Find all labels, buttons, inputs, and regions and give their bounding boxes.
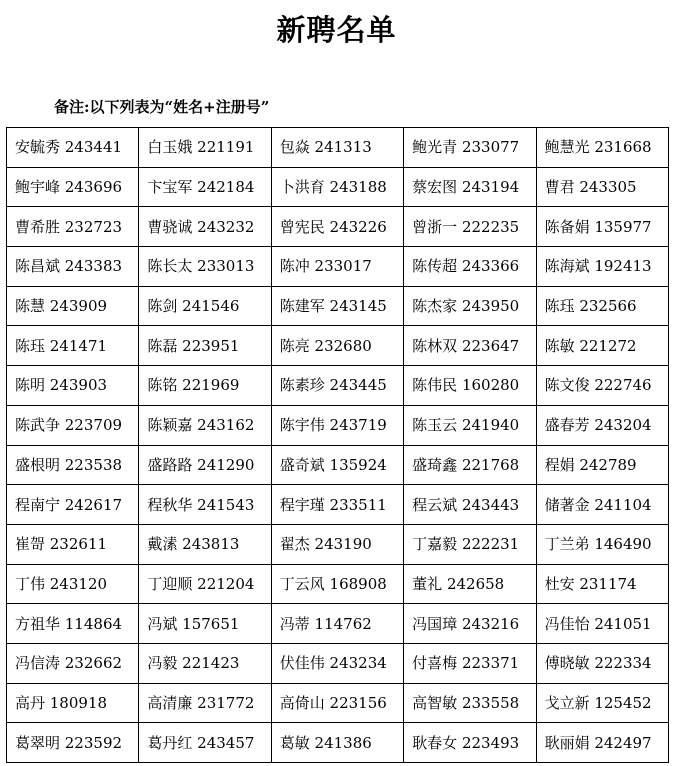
roster-table bbox=[6, 127, 669, 763]
table-cell: 陈亮 232680 bbox=[271, 326, 403, 366]
table-note: 备注:以下列表为“姓名+注册号” bbox=[54, 98, 270, 116]
table-cell: 储著金 241104 bbox=[536, 485, 668, 525]
table-cell: 冯斌 157651 bbox=[139, 604, 271, 644]
table-cell: 葛敏 241386 bbox=[271, 723, 403, 763]
table-cell: 丁兰弟 146490 bbox=[536, 524, 668, 564]
table-cell: 蔡宏图 243194 bbox=[404, 167, 536, 207]
table-cell: 丁云风 168908 bbox=[271, 564, 403, 604]
table-cell: 陈文俊 222746 bbox=[536, 366, 668, 406]
table-row bbox=[7, 286, 669, 326]
table-cell: 陈颖嘉 243162 bbox=[139, 405, 271, 445]
table-cell: 盛根明 223538 bbox=[7, 445, 139, 485]
table-cell: 陈磊 223951 bbox=[139, 326, 271, 366]
table-row bbox=[7, 247, 669, 287]
table-cell: 曾宪民 243226 bbox=[271, 207, 403, 247]
table-cell: 卜洪育 243188 bbox=[271, 167, 403, 207]
table-cell: 陈慧 243909 bbox=[7, 286, 139, 326]
table-cell: 董礼 242658 bbox=[404, 564, 536, 604]
table-cell: 陈备娟 135977 bbox=[536, 207, 668, 247]
table-row bbox=[7, 643, 669, 683]
table-row bbox=[7, 683, 669, 723]
table-cell: 陈传超 243366 bbox=[404, 247, 536, 287]
table-cell: 冯毅 221423 bbox=[139, 643, 271, 683]
table-cell: 高丹 180918 bbox=[7, 683, 139, 723]
table-cell: 卞宝军 242184 bbox=[139, 167, 271, 207]
table-cell: 盛路路 241290 bbox=[139, 445, 271, 485]
table-cell: 伏佳伟 243234 bbox=[271, 643, 403, 683]
table-row bbox=[7, 128, 669, 168]
table-row bbox=[7, 167, 669, 207]
table-cell: 陈杰家 243950 bbox=[404, 286, 536, 326]
table-cell: 盛奇斌 135924 bbox=[271, 445, 403, 485]
table-cell: 陈明 243903 bbox=[7, 366, 139, 406]
table-cell: 陈武争 223709 bbox=[7, 405, 139, 445]
table-cell: 陈剑 241546 bbox=[139, 286, 271, 326]
table-cell: 戴溸 243813 bbox=[139, 524, 271, 564]
table-cell: 陈冲 233017 bbox=[271, 247, 403, 287]
table-cell: 高智敏 233558 bbox=[404, 683, 536, 723]
table-cell: 鲍慧光 231668 bbox=[536, 128, 668, 168]
table-cell: 陈伟民 160280 bbox=[404, 366, 536, 406]
table-cell: 曹骁诚 243232 bbox=[139, 207, 271, 247]
table-cell: 陈珏 232566 bbox=[536, 286, 668, 326]
table-cell: 戈立新 125452 bbox=[536, 683, 668, 723]
table-row bbox=[7, 723, 669, 763]
table-cell: 白玉娥 221191 bbox=[139, 128, 271, 168]
table-cell: 耿春女 223493 bbox=[404, 723, 536, 763]
table-row bbox=[7, 207, 669, 247]
table-row bbox=[7, 485, 669, 525]
table-cell: 冯佳怡 241051 bbox=[536, 604, 668, 644]
table-cell: 陈玉云 241940 bbox=[404, 405, 536, 445]
table-cell: 鲍光青 233077 bbox=[404, 128, 536, 168]
table-cell: 陈敏 221272 bbox=[536, 326, 668, 366]
table-cell: 程宇瑾 233511 bbox=[271, 485, 403, 525]
table-cell: 程秋华 241543 bbox=[139, 485, 271, 525]
table-cell: 丁迎顺 221204 bbox=[139, 564, 271, 604]
table-row bbox=[7, 366, 669, 406]
table-cell: 葛翠明 223592 bbox=[7, 723, 139, 763]
table-cell: 陈珏 241471 bbox=[7, 326, 139, 366]
table-cell: 陈建军 243145 bbox=[271, 286, 403, 326]
table-cell: 陈素珍 243445 bbox=[271, 366, 403, 406]
table-cell: 陈海斌 192413 bbox=[536, 247, 668, 287]
table-cell: 冯蒂 114762 bbox=[271, 604, 403, 644]
table-cell: 曹君 243305 bbox=[536, 167, 668, 207]
table-cell: 高清廉 231772 bbox=[139, 683, 271, 723]
table-cell: 程南宁 242617 bbox=[7, 485, 139, 525]
table-cell: 崔哿 232611 bbox=[7, 524, 139, 564]
table-cell: 陈林双 223647 bbox=[404, 326, 536, 366]
table-cell: 丁伟 243120 bbox=[7, 564, 139, 604]
table-row bbox=[7, 405, 669, 445]
table-cell: 高倚山 223156 bbox=[271, 683, 403, 723]
table-cell: 傅晓敏 222334 bbox=[536, 643, 668, 683]
table-cell: 安毓秀 243441 bbox=[7, 128, 139, 168]
table-cell: 陈铭 221969 bbox=[139, 366, 271, 406]
table-row bbox=[7, 445, 669, 485]
table-cell: 耿丽娟 242497 bbox=[536, 723, 668, 763]
table-cell: 葛丹红 243457 bbox=[139, 723, 271, 763]
roster-table-body bbox=[7, 128, 669, 763]
table-cell: 翟杰 243190 bbox=[271, 524, 403, 564]
table-cell: 盛琦鑫 221768 bbox=[404, 445, 536, 485]
table-cell: 曹希胜 232723 bbox=[7, 207, 139, 247]
table-cell: 冯国璋 243216 bbox=[404, 604, 536, 644]
table-row bbox=[7, 524, 669, 564]
table-row bbox=[7, 564, 669, 604]
table-cell: 陈长太 233013 bbox=[139, 247, 271, 287]
table-row bbox=[7, 326, 669, 366]
table-cell: 曾浙一 222235 bbox=[404, 207, 536, 247]
table-cell: 冯信涛 232662 bbox=[7, 643, 139, 683]
table-cell: 包焱 241313 bbox=[271, 128, 403, 168]
table-cell: 陈昌斌 243383 bbox=[7, 247, 139, 287]
table-row bbox=[7, 604, 669, 644]
table-cell: 付喜梅 223371 bbox=[404, 643, 536, 683]
page-title: 新聘名单 bbox=[276, 13, 397, 47]
table-cell: 盛春芳 243204 bbox=[536, 405, 668, 445]
table-cell: 程云斌 243443 bbox=[404, 485, 536, 525]
table-cell: 杜安 231174 bbox=[536, 564, 668, 604]
table-cell: 陈宇伟 243719 bbox=[271, 405, 403, 445]
table-cell: 方祖华 114864 bbox=[7, 604, 139, 644]
table-cell: 丁嘉毅 222231 bbox=[404, 524, 536, 564]
table-cell: 鲍宇峰 243696 bbox=[7, 167, 139, 207]
table-cell: 程娟 242789 bbox=[536, 445, 668, 485]
